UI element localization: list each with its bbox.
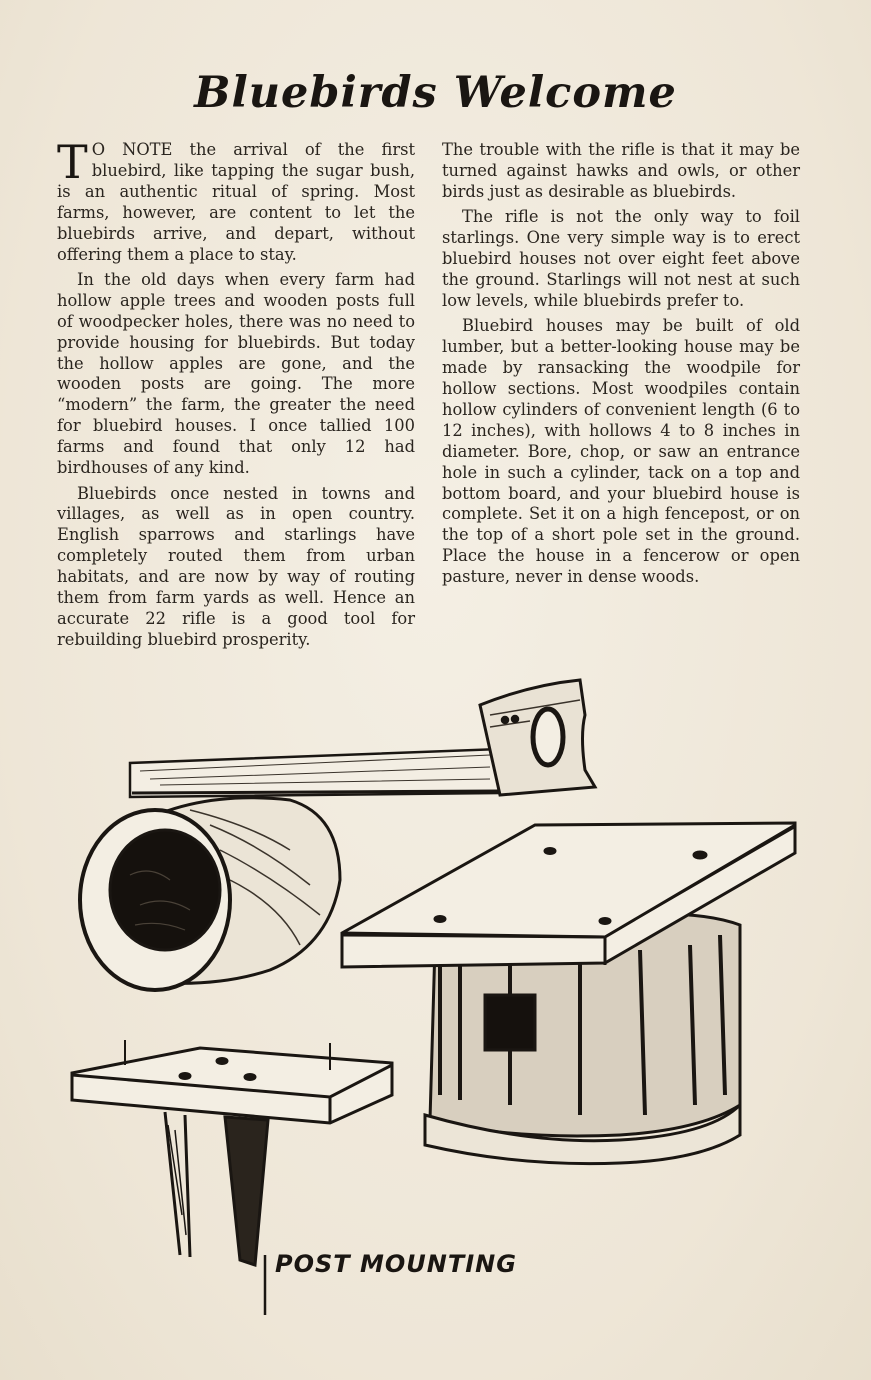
left-column [57,135,415,655]
paragraph: The rifle is not the only way to foil starlings. One very simple way is to erect bluebird houses not over eight feet above the ground. Starlings will not nest at such low levels, while bluebirds prefer to. [442,207,800,310]
drop-cap: T [57,135,88,189]
paragraph: In the old days when every farm had hollow apple trees and wooden posts full of woodpecker holes, there was no need to provide housing for bluebirds. But today the hollow apples are gone, and the wooden posts are going. The more “modern” the farm, the greater the need for bluebird houses. I once tallied 100 farms and found that only 12 had birdhouses of any kind. [57,269,415,478]
paragraph: Bluebirds once nested in towns and villages, as well as in open country. English sparrows and starlings have completely routed them from urban habitats, and are now by way of routing them from farm yards as well. Hence an accurate 22 rifle is a good tool for rebuilding bluebird prosperity. [57,483,415,649]
page-title: Bluebirds Welcome [194,68,677,118]
paragraph: The trouble with the rifle is that it may be turned against hawks and owls, or other birds just as desirable as bluebirds. [442,140,800,201]
saw-icon [130,680,595,797]
birdhouse-icon [342,823,795,1164]
paragraph-text: O NOTE the arrival of the first bluebird, like tapping the sugar bush, is an authentic ritual of spring. Most farms, however, are content to let the bluebirds arrive, and depart, without offering them a place to stay. [57,140,415,264]
paragraph [57,135,415,265]
hollow-log-icon [80,798,340,990]
right-column [442,140,800,593]
paragraph: Bluebird houses may be built of old lumber, but a better-looking house may be made by ransacking the woodpile for hollow sections. Most woodpiles contain hollow cylinders of convenient length (6 to 12 inches), with hollows 4 to 8 inches in diameter. Bore, chop, or saw an entrance hole in such a cylinder, tack on a top and bottom board, and your bluebird house is complete. Set it on a high fencepost, or on the top of a short pole set in the ground. Place the house in a fencerow or open pasture, never in dense woods. [442,316,800,587]
illustration-caption: POST MOUNTING [275,1250,517,1278]
